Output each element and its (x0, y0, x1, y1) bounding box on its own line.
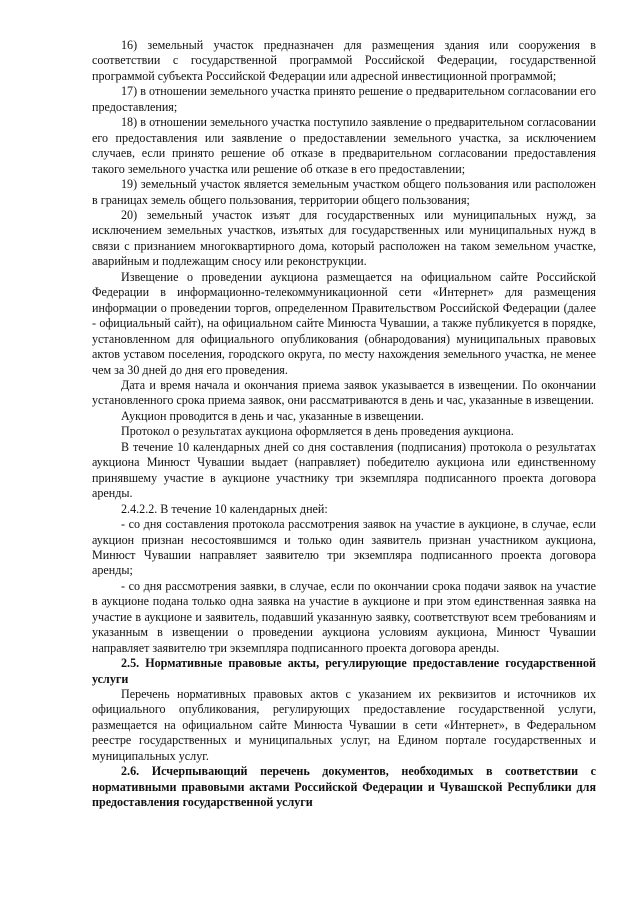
paragraph-contract-issue: В течение 10 календарных дней со дня составления (подписания) протокола о результатах аукциона Минюст Чувашии выдает (направляет) победителю аукциона или единственному принявшему участие в аукционе участнику три экземпляра подписанного проекта договора аренды. (92, 439, 596, 501)
paragraph-item-17: 17) в отношении земельного участка принято решение о предварительном согласовании его предоставления; (92, 84, 596, 114)
section-heading-2-6: 2.6. Исчерпывающий перечень документов, необходимых в соответствии с нормативными правовыми актами Российской Федерации и Чувашской Республики для предоставления государственной услуги (92, 764, 596, 810)
paragraph-item-19: 19) земельный участок является земельным участком общего пользования или расположен в границах земель общего пользования, территории общего пользования; (92, 177, 596, 207)
paragraph-auction-held: Аукцион проводится в день и час, указанные в извещении. (121, 408, 424, 423)
document-page (92, 38, 596, 811)
paragraph-auction-notice: Извещение о проведении аукциона размещается на официальном сайте Российской Федерации в информационно-телекоммуникационной сети «Интернет» для размещения информации о проведении торгов, определенном Правительством Российской Федерации (далее - официальный сайт), на официальном сайте Минюста Чувашии, а также публикуется в порядке, установленном для официального опубликования (обнародования) муниципальных правовых актов уставом поселения, городского округа, по месту нахождения земельного участка, не менее чем за 30 дней до дня его проведения. (92, 269, 596, 377)
paragraph-dash-single-application: - со дня рассмотрения заявки, в случае, если по окончании срока подачи заявок на участие в аукционе подана только одна заявка на участие в аукционе и при этом единственная заявка на участие в аукционе и заявитель, подавший указанную заявку, соответствуют всем требованиям и указанным в извещении о проведении аукциона условиям аукциона, Минюст Чувашии направляет заявителю три экземпляра подписанного проекта договора аренды. (92, 578, 596, 655)
paragraph-item-20: 20) земельный участок изъят для государственных или муниципальных нужд, за исключением земельных участков, изъятых для государственных или муниципальных нужд в связи с признанием многоквартирного дома, который расположен на таком земельном участке, аварийным и подлежащим сносу или реконструкции. (92, 207, 596, 269)
paragraph-dash-protocol: - со дня составления протокола рассмотрения заявок на участие в аукционе, в случае, если аукцион признан несостоявшимся и только один заявитель признан участником аукциона, Минюст Чувашии направляет заявителю три экземпляра подписанного проекта договора аренды; (92, 517, 596, 578)
paragraph-item-16: 16) земельный участок предназначен для размещения здания или сооружения в соответствии с государственной программой Российской Федерации, государственной программой субъекта Российской Федерации или адресной инвестиционной программой; (92, 38, 596, 83)
paragraph-2-4-2-2: 2.4.2.2. В течение 10 календарных дней: (121, 501, 328, 516)
paragraph-item-18: 18) в отношении земельного участка поступило заявление о предварительном согласовании его предоставления или заявление о предоставлении земельного участка, за исключением случаев, если принято решение об отказе в предварительном согласовании предоставления такого земельного участка или решение об отказе в его предоставлении; (92, 115, 596, 176)
paragraph-auction-protocol: Протокол о результатах аукциона оформляется в день проведения аукциона. (121, 424, 514, 439)
section-heading-2-5: 2.5. Нормативные правовые акты, регулирующие предоставление государственной услуги (92, 656, 596, 686)
paragraph-legal-acts: Перечень нормативных правовых актов с указанием их реквизитов и источников их официального опубликования, регулирующих предоставление государственной услуги, размещается на официальном сайте Минюста Чувашии в сети «Интернет», в Федеральном реестре государственных и муниципальных услуг, на Едином портале государственных и муниципальных услуг. (92, 687, 596, 763)
paragraph-application-dates: Дата и время начала и окончания приема заявок указывается в извещении. По окончании установленного срока приема заявок, они рассматриваются в день и час, указанные в извещении. (92, 377, 596, 408)
